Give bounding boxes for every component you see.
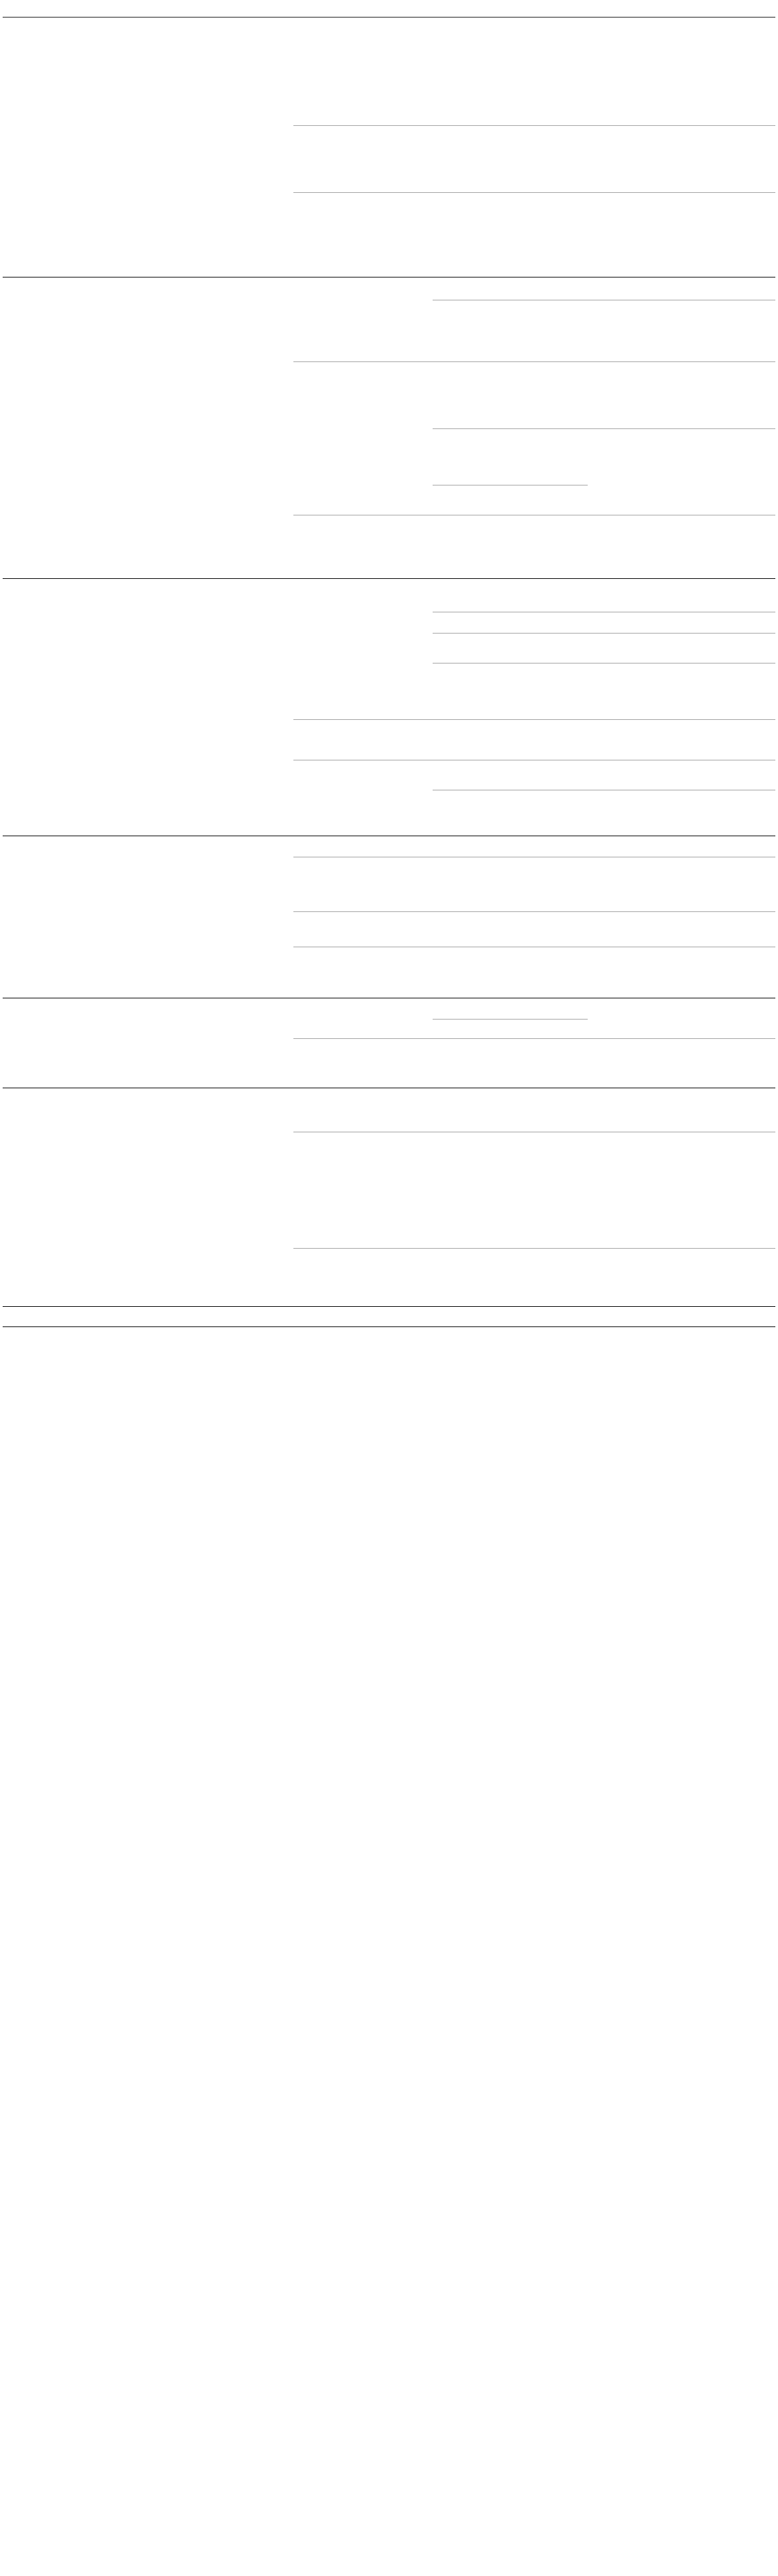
relationship-with-innovation	[588, 278, 775, 301]
relationship-with-innovation	[588, 664, 775, 720]
component-element	[293, 836, 433, 857]
item-description	[433, 836, 588, 857]
component-element	[293, 362, 433, 516]
relationship-with-innovation	[588, 1088, 775, 1132]
item-description	[433, 1132, 588, 1249]
table-body	[3, 18, 775, 1326]
component-element	[293, 516, 433, 579]
component-element	[293, 857, 433, 912]
item-description	[433, 998, 588, 1020]
relationship-with-innovation	[588, 634, 775, 664]
relationship-with-innovation	[588, 1307, 775, 1326]
relationship-with-innovation	[588, 126, 775, 193]
header-component-elements	[293, 3, 433, 18]
table-note	[3, 1326, 775, 1331]
component-element	[293, 1249, 433, 1307]
table-header-row	[3, 3, 775, 18]
relationship-with-innovation	[588, 301, 775, 362]
component-element	[293, 912, 433, 947]
header-component-description	[134, 3, 293, 18]
relationship-with-innovation	[588, 998, 775, 1039]
quality-component	[3, 278, 134, 579]
item-description	[433, 18, 588, 126]
component-element	[293, 947, 433, 998]
component-description	[134, 579, 293, 836]
item-description	[433, 664, 588, 720]
item-description	[433, 301, 588, 362]
item-description	[433, 1088, 588, 1132]
component-element	[293, 193, 433, 278]
component-description	[134, 1088, 293, 1307]
relationship-with-innovation	[588, 193, 775, 278]
table-row	[3, 18, 775, 126]
component-description	[134, 18, 293, 278]
relationship-with-innovation	[588, 947, 775, 998]
relationship-with-innovation	[588, 761, 775, 791]
item-description	[433, 1249, 588, 1307]
table-row	[3, 579, 775, 612]
relationship-with-innovation	[588, 579, 775, 612]
component-element	[293, 278, 433, 362]
component-element	[293, 1307, 433, 1326]
item-description	[433, 486, 588, 516]
item-description	[433, 126, 588, 193]
item-description	[433, 193, 588, 278]
item-description	[433, 634, 588, 664]
item-description	[433, 1307, 588, 1326]
item-description	[433, 1020, 588, 1039]
relationship-with-innovation	[588, 720, 775, 761]
component-description	[134, 278, 293, 579]
component-element	[293, 998, 433, 1039]
component-element	[293, 579, 433, 720]
header-relationship-innovation	[588, 3, 775, 18]
quality-component	[3, 836, 134, 998]
quality-component	[3, 1088, 134, 1307]
relationship-with-innovation	[588, 1039, 775, 1088]
item-description	[433, 947, 588, 998]
component-element	[293, 126, 433, 193]
item-description	[433, 791, 588, 836]
component-description	[134, 998, 293, 1088]
table-row	[3, 1307, 775, 1326]
table-row	[3, 1088, 775, 1132]
relationship-with-innovation	[588, 791, 775, 836]
quality-component	[3, 18, 134, 278]
component-element	[293, 761, 433, 836]
relationship-with-innovation	[588, 1132, 775, 1249]
relationship-with-innovation	[588, 429, 775, 516]
header-quality-component	[3, 3, 134, 18]
item-description	[433, 278, 588, 301]
component-element	[293, 1088, 433, 1132]
relationship-with-innovation	[588, 857, 775, 912]
quality-component	[3, 998, 134, 1088]
relationship-with-innovation	[588, 612, 775, 634]
component-description	[134, 836, 293, 998]
component-element	[293, 720, 433, 761]
quality-component	[3, 1307, 134, 1326]
relationship-with-innovation	[588, 18, 775, 126]
item-description	[433, 612, 588, 634]
relationship-with-innovation	[588, 836, 775, 857]
item-description	[433, 720, 588, 761]
component-element	[293, 1132, 433, 1249]
item-description	[433, 857, 588, 912]
relationship-with-innovation	[588, 362, 775, 429]
item-description	[433, 579, 588, 612]
relationship-with-innovation	[588, 516, 775, 579]
quality-components-table	[3, 3, 775, 1326]
table-row	[3, 998, 775, 1020]
relationship-with-innovation	[588, 912, 775, 947]
quality-innovation-table-page	[3, 3, 775, 1331]
item-description	[433, 362, 588, 429]
table-row	[3, 278, 775, 301]
component-element	[293, 1039, 433, 1088]
header-item-description	[433, 3, 588, 18]
item-description	[433, 429, 588, 486]
component-description	[134, 1307, 293, 1326]
item-description	[433, 516, 588, 579]
item-description	[433, 912, 588, 947]
quality-component	[3, 579, 134, 836]
item-description	[433, 1039, 588, 1088]
item-description	[433, 761, 588, 791]
relationship-with-innovation	[588, 1249, 775, 1307]
table-row	[3, 836, 775, 857]
component-element	[293, 18, 433, 126]
